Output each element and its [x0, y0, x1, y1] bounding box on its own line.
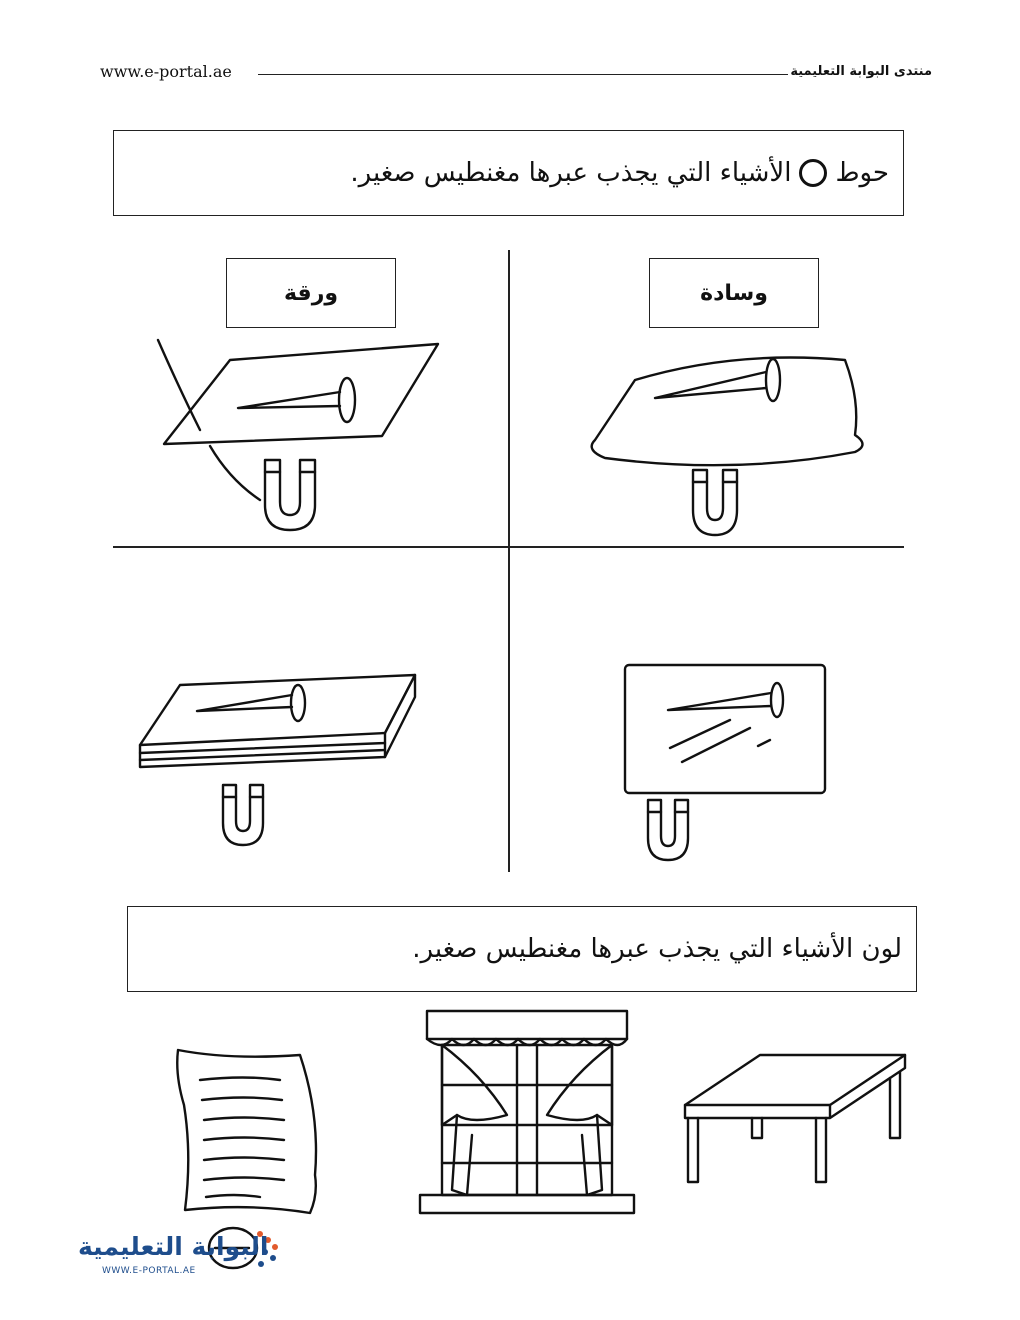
instruction-text-color: لون الأشياء التي يجذب عبرها مغنطيس صغير.: [412, 934, 902, 964]
grid-horizontal-divider: [113, 546, 904, 548]
pillow-nail-magnet-drawing: [585, 340, 885, 540]
label-paper: ورقة: [226, 258, 396, 328]
table-drawing: [680, 1050, 910, 1190]
instruction-verb: حوط: [835, 158, 889, 188]
header-url: www.e-portal.ae: [100, 62, 232, 81]
circle-icon: [799, 159, 827, 187]
instruction-box-color: [127, 906, 917, 992]
instruction-text: الأشياء التي يجذب عبرها مغنطيس صغير.: [350, 158, 792, 188]
paper-sheet-drawing: [170, 1045, 330, 1220]
glass-nail-magnet-drawing: [620, 660, 840, 870]
window-curtain-drawing: [412, 1005, 642, 1230]
logo-text: البوابة التعليمية: [78, 1232, 269, 1261]
header-site-name: منتدى البوابة التعليمية: [790, 64, 932, 79]
paper-nail-magnet-drawing: [150, 330, 450, 540]
instruction-box-circle: [113, 130, 904, 216]
grid-vertical-divider: [508, 250, 510, 872]
logo-url: WWW.E-PORTAL.AE: [102, 1266, 196, 1276]
header-rule: [258, 74, 788, 75]
wood-nail-magnet-drawing: [135, 665, 435, 875]
label-pillow: وسادة: [649, 258, 819, 328]
